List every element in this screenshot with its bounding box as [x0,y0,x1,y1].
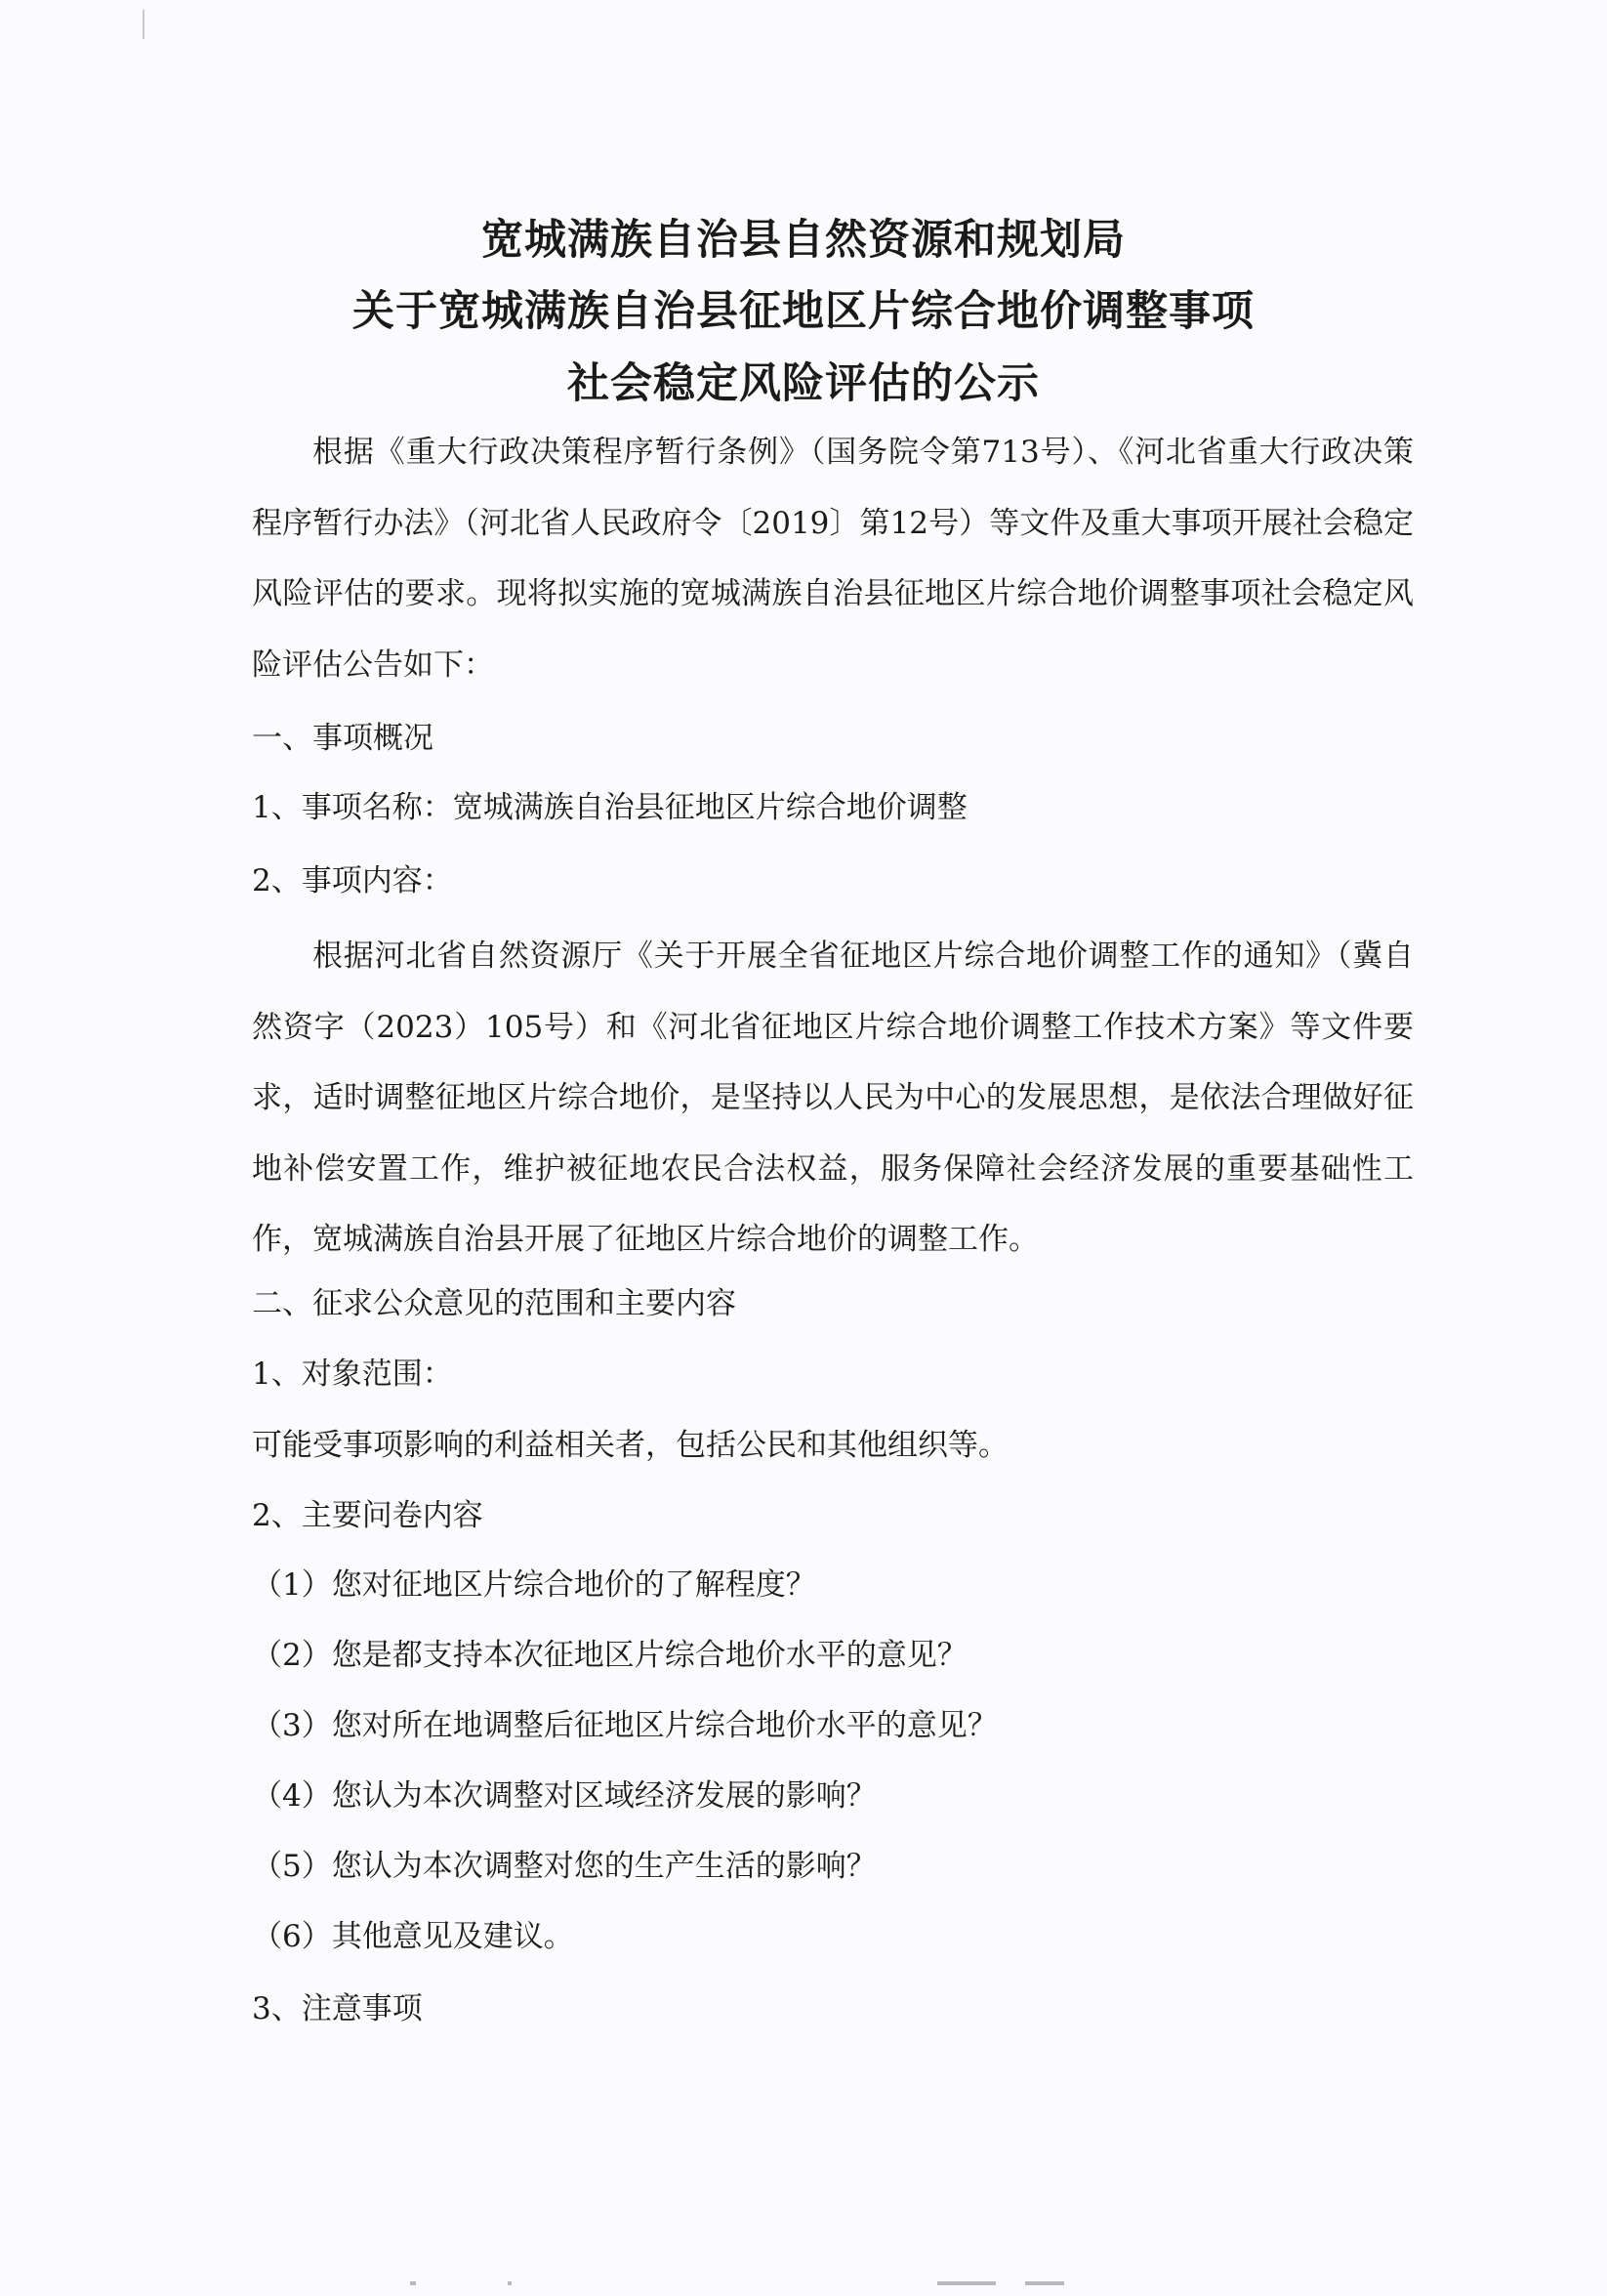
question-item: （6）其他意见及建议。 [252,1919,574,1954]
question-item: （3）您对所在地调整后征地区片综合地价水平的意见？ [252,1708,998,1743]
questionnaire-heading: 2、主要问卷内容 [252,1498,483,1533]
question-item: （2）您是都支持本次征地区片综合地价水平的意见？ [252,1638,968,1673]
title-line-3: 社会稳定风险评估的公示 [567,359,1040,408]
section-2-heading: 二、征求公众意见的范围和主要内容 [252,1286,736,1321]
intro-paragraph: 根据《重大行政决策程序暂行条例》（国务院令第713号）、《河北省重大行政决策程序暂行办法》（河北省人民政府令〔2019〕第12号）等文件及重大事项开展社会稳定风险评估的要求。现将拟实施的宽城满族自治县征地区片综合地价调整事项社会稳定风险评估公告如下： [252,435,1414,683]
question-item: （4）您认为本次调整对区域经济发展的影响？ [252,1778,877,1814]
scope-text: 可能受事项影响的利益相关者，包括公民和其他组织等。 [252,1428,1009,1463]
section-1-heading: 一、事项概况 [252,721,433,756]
notes-heading: 3、注意事项 [252,1991,423,2026]
title-line-2: 关于宽城满族自治县征地区片综合地价调整事项 [352,287,1255,336]
title-line-1: 宽城满族自治县自然资源和规划局 [481,216,1126,265]
scan-artifact [410,2281,1074,2287]
scan-artifact [143,10,144,39]
content-paragraph: 根据河北省自然资源厅《关于开展全省征地区片综合地价调整工作的通知》（冀自然资字（2023）105号）和《河北省征地区片综合地价调整工作技术方案》等文件要求，适时调整征地区片综合地价，是坚持以人民为中心的发展思想，是依法合理做好征地补偿安置工作，维护被征地农民合法权益，服务保障社会经济发展的重要基础性工作，宽城满族自治县开展了征地区片综合地价的调整工作。 [252,939,1414,1258]
item-content-heading: 2、事项内容： [252,863,453,898]
question-item: （5）您认为本次调整对您的生产生活的影响？ [252,1849,877,1884]
question-item: （1）您对征地区片综合地价的了解程度？ [252,1567,816,1603]
item-name: 1、事项名称：宽城满族自治县征地区片综合地价调整 [252,790,968,825]
scope-heading: 1、对象范围： [252,1357,453,1392]
